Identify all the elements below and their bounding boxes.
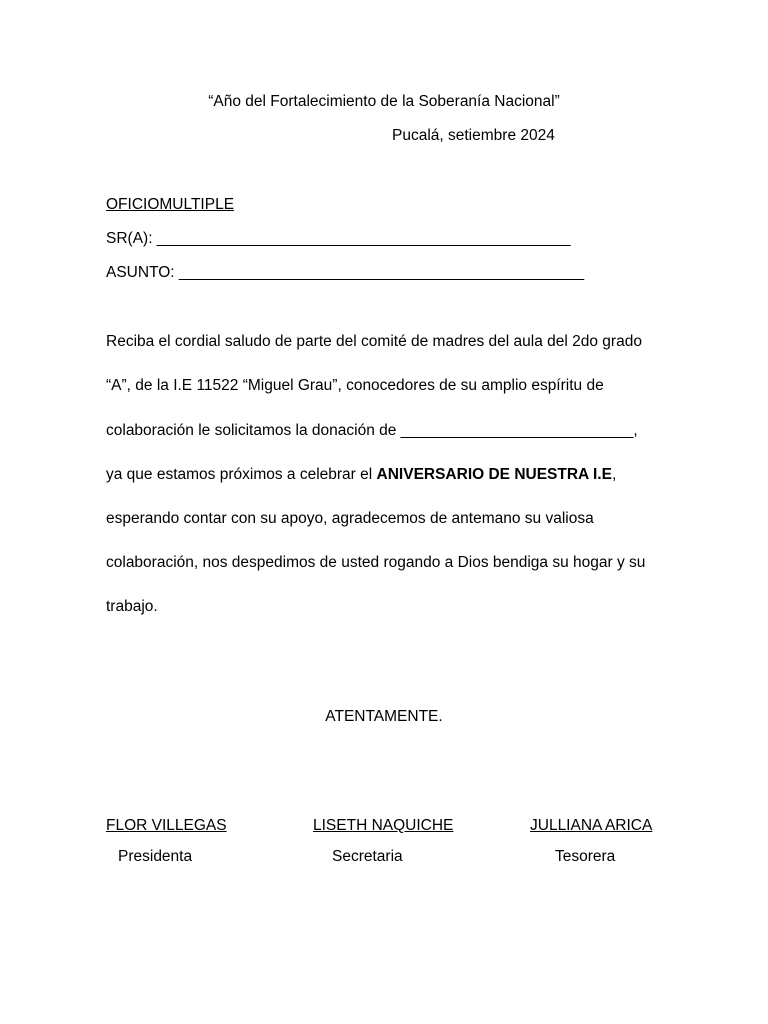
body-line-4-end: ,	[611, 466, 617, 483]
body-line-7: trabajo.	[106, 598, 158, 615]
closing: ATENTAMENTE.	[325, 708, 443, 725]
signatory-name-3: JULLIANA ARICA	[530, 817, 653, 834]
signatory-name-1: FLOR VILLEGAS	[106, 817, 227, 834]
signatory-name-2: LISETH NAQUICHE	[313, 817, 454, 834]
subject-field: ASUNTO: _______________________________________________	[106, 264, 585, 281]
memo-type: OFICIOMULTIPLE	[106, 196, 235, 213]
body-line-3: colaboración le solicitamos la donación de ___________________________,	[106, 422, 638, 439]
body-line-6: colaboración, nos despedimos de usted rogando a Dios bendiga su hogar y su	[106, 554, 646, 571]
signatory-role-3: Tesorera	[555, 848, 616, 865]
recipient-field: SR(A): ________________________________________________	[106, 230, 571, 247]
signatory-role-1: Presidenta	[118, 848, 193, 865]
anniversary-highlight: ANIVERSARIO DE NUESTRA I.E	[376, 466, 612, 483]
signatory-role-2: Secretaria	[332, 848, 403, 865]
body-line-2: “A”, de la I.E 11522 “Miguel Grau”, conocedores de su amplio espíritu de	[106, 377, 604, 394]
body-line-5: esperando contar con su apoyo, agradecemos de antemano su valiosa	[106, 510, 594, 527]
body-line-4-text: ya que estamos próximos a celebrar el	[106, 466, 377, 483]
year-motto: “Año del Fortalecimiento de la Soberanía Nacional”	[208, 93, 560, 110]
place-date: Pucalá, setiembre 2024	[392, 127, 555, 144]
body-line-1: Reciba el cordial saludo de parte del comité de madres del aula del 2do grado	[106, 333, 642, 350]
body-line-4	[106, 466, 616, 484]
